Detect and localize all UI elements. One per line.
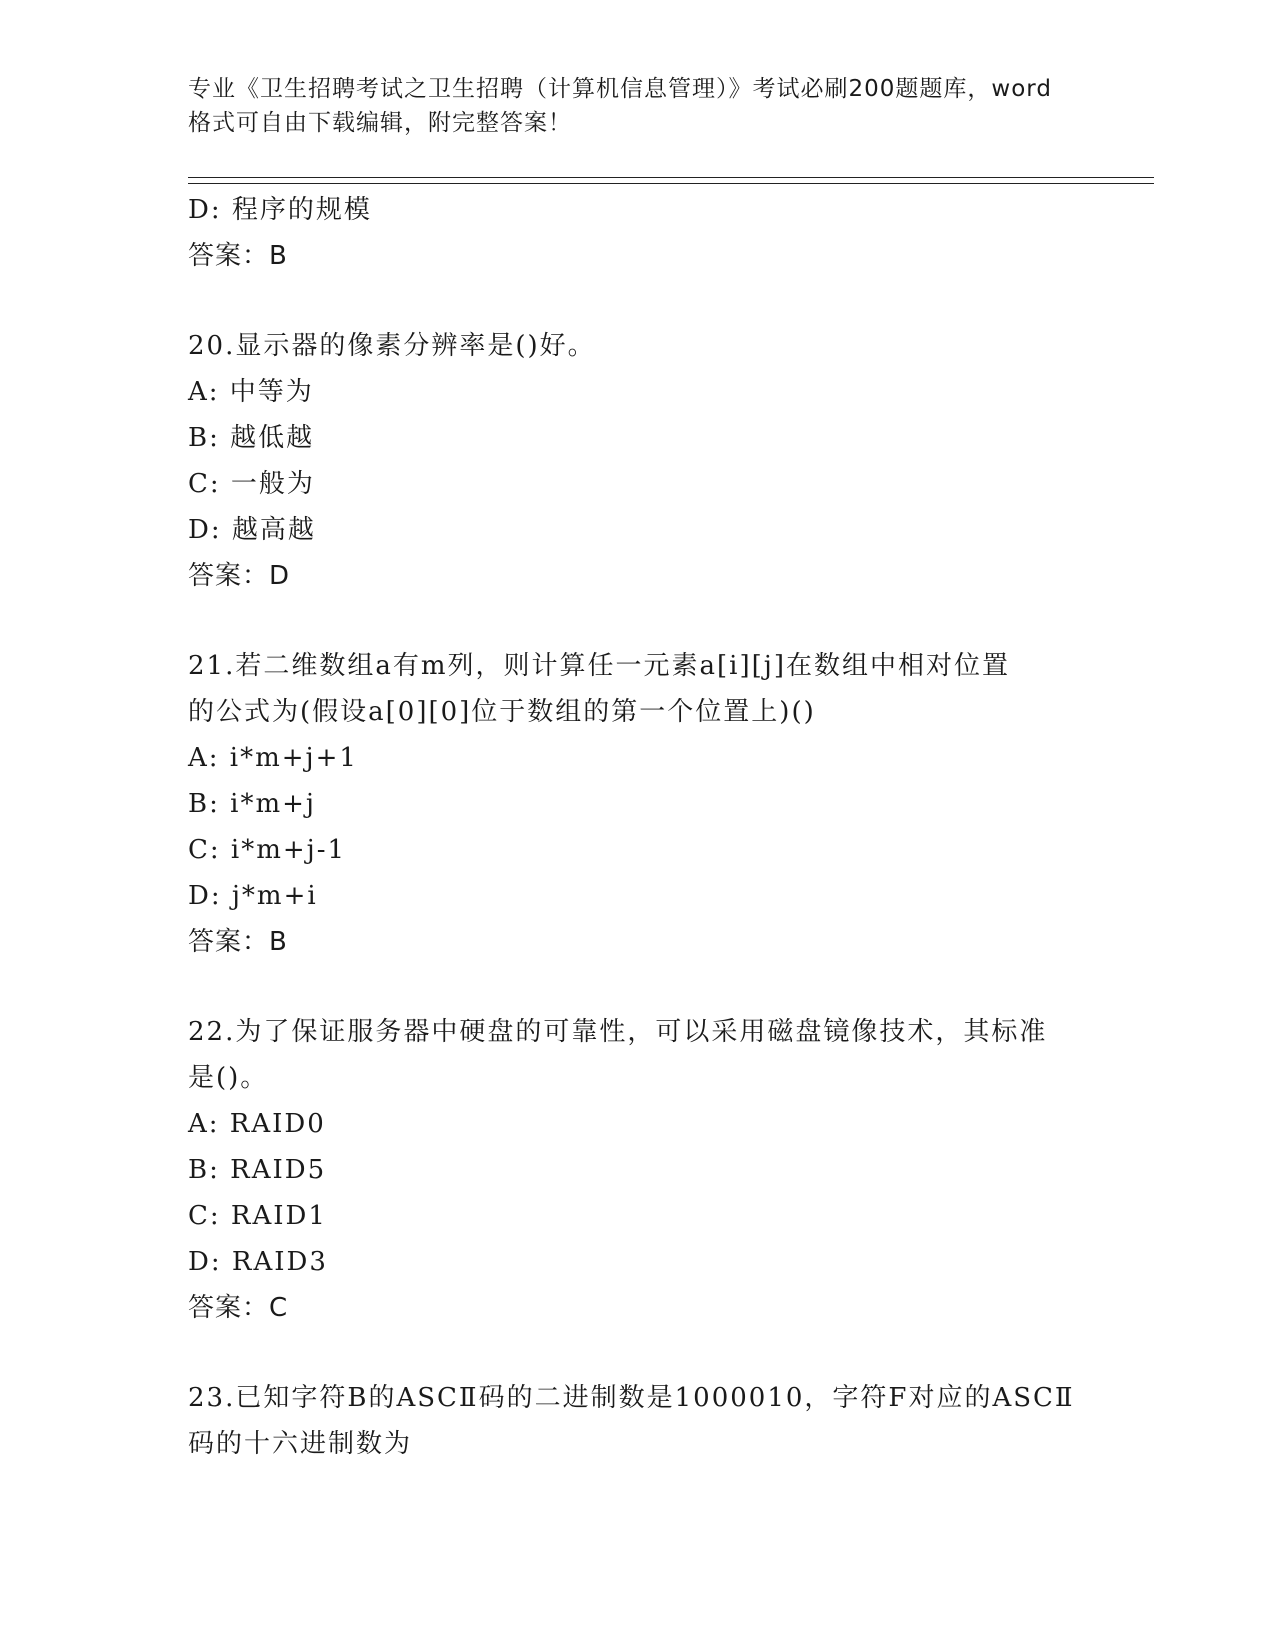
answer-line: 答案：B: [188, 927, 288, 957]
question-21: [188, 643, 1088, 965]
option-d: D: 程序的规模: [188, 195, 372, 225]
answer-line: 答案：C: [188, 1293, 289, 1323]
document-content: [188, 187, 1088, 1467]
option-a: A: i*m+j+1: [188, 743, 358, 773]
option-c: C: 一般为: [188, 469, 315, 499]
header-divider-bottom: [188, 183, 1154, 184]
option-b: B: i*m+j: [188, 789, 316, 819]
question-stem: 20.显示器的像素分辨率是()好。: [188, 331, 596, 361]
question-22: [188, 1009, 1088, 1331]
option-b: B: RAID5: [188, 1155, 327, 1185]
question-23: [188, 1375, 1088, 1467]
question-stem-line-1: 23.已知字符B的ASCⅡ码的二进制数是1000010，字符F对应的ASCⅡ: [188, 1383, 1075, 1413]
option-d: D: RAID3: [188, 1247, 328, 1277]
option-d: D: j*m+i: [188, 881, 318, 911]
header-line-1: 专业《卫生招聘考试之卫生招聘（计算机信息管理）》考试必刷200题题库，word: [188, 76, 1052, 102]
header-divider-top: [188, 177, 1154, 178]
question-stem-line-2: 的公式为(假设a[0][0]位于数组的第一个位置上)(): [188, 697, 816, 727]
document-header: [188, 72, 1088, 140]
question-stem-line-1: 22.为了保证服务器中硬盘的可靠性，可以采用磁盘镜像技术，其标准: [188, 1017, 1048, 1047]
question-stem-line-1: 21.若二维数组a有m列，则计算任一元素a[i][j]在数组中相对位置: [188, 651, 1010, 681]
option-b: B: 越低越: [188, 423, 315, 453]
option-c: C: i*m+j-1: [188, 835, 347, 865]
answer-line: 答案：B: [188, 241, 288, 271]
option-c: C: RAID1: [188, 1201, 327, 1231]
header-line-2: 格式可自由下载编辑，附完整答案！: [188, 110, 572, 136]
question-20: [188, 323, 1088, 599]
question-stem-line-2: 码的十六进制数为: [188, 1429, 413, 1459]
option-a: A: RAID0: [188, 1109, 326, 1139]
question-stem-line-2: 是()。: [188, 1063, 269, 1093]
question-19-tail: [188, 187, 1088, 279]
option-a: A: 中等为: [188, 377, 314, 407]
option-d: D: 越高越: [188, 515, 316, 545]
answer-line: 答案：D: [188, 561, 291, 591]
